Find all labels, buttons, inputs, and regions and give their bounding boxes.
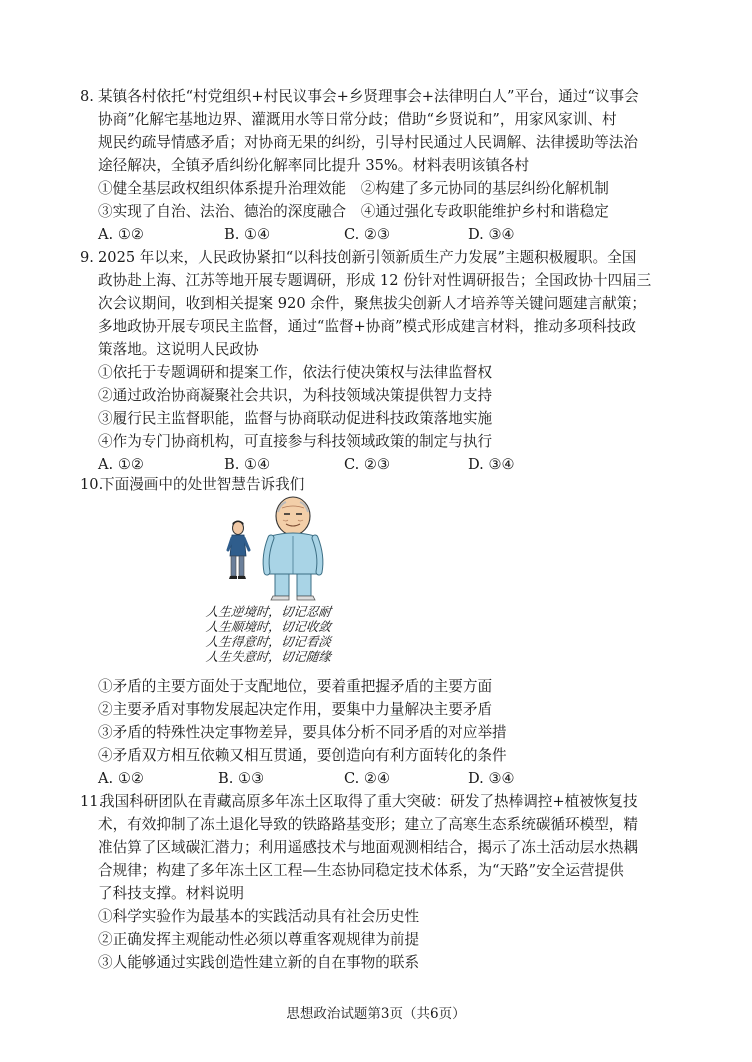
option-c: C. ②④ — [344, 770, 391, 787]
option-b: B. ①④ — [224, 226, 271, 243]
question-number: 9. — [80, 249, 94, 266]
question-stem-line: 术，有效抑制了冻土退化导致的铁路路基变形；建立了高寒生态系统碳循环模型，精 — [98, 816, 638, 833]
cartoon-illustration — [196, 494, 346, 670]
cartoon-caption-line: 人生顺境时，切记收敛 — [205, 619, 332, 634]
question-stem-line: 策落地。这说明人民政协 — [98, 341, 259, 358]
statement-item: ②通过政治协商凝聚社会共识，为科技领域决策提供智力支持 — [98, 387, 493, 404]
question-number: 8. — [80, 88, 94, 105]
statement-item: ②正确发挥主观能动性必须以尊重客观规律为前提 — [98, 931, 420, 948]
option-c: C. ②③ — [344, 226, 391, 243]
statement-item: ①矛盾的主要方面处于支配地位，要着重把握矛盾的主要方面 — [98, 678, 493, 695]
option-a: A. ①② — [98, 226, 144, 243]
statement-item: ①健全基层政权组织体系提升治理效能 ②构建了多元协同的基层纠纷化解机制 — [98, 180, 609, 197]
question-stem-line: 下面漫画中的处世智慧告诉我们 — [100, 476, 305, 493]
option-d: D. ③④ — [468, 226, 515, 243]
option-b: B. ①④ — [224, 456, 271, 473]
small-man-figure — [228, 521, 249, 580]
question-stem-line: 政协赴上海、江苏等地开展专题调研，形成 12 份针对性调研报告；全国政协十四届三 — [98, 272, 652, 289]
option-a: A. ①② — [98, 770, 144, 787]
statement-item: ①科学实验作为最基本的实践活动具有社会历史性 — [98, 908, 420, 925]
statement-item: ①依托于专题调研和提案工作，依法行使决策权与法律监督权 — [98, 364, 493, 381]
question-stem-line: 2025 年以来，人民政协紧扣“以科技创新引领新质生产力发展”主题积极履职。全国 — [98, 249, 637, 266]
question-stem-line: 途径解决，全镇矛盾纠纷化解率同比提升 35%。材料表明该镇各村 — [98, 157, 530, 174]
question-stem-line: 规民约疏导情感矛盾；对协商无果的纠纷，引导村民通过人民调解、法律援助等法治 — [98, 134, 638, 151]
statement-item: ③人能够通过实践创造性建立新的自在事物的联系 — [98, 954, 420, 971]
question-stem-line: 我国科研团队在青藏高原多年冻土区取得了重大突破：研发了热棒调控+植被恢复技 — [100, 793, 638, 810]
option-d: D. ③④ — [468, 770, 515, 787]
statement-item: ④矛盾双方相互依赖又相互贯通，要创造向有利方面转化的条件 — [98, 747, 507, 764]
statement-item: ③矛盾的特殊性决定事物差异，要具体分析不同矛盾的对应举措 — [98, 724, 507, 741]
cartoon-caption-line: 人生得意时，切记看淡 — [205, 634, 332, 649]
option-c: C. ②③ — [344, 456, 391, 473]
cartoon-figures — [196, 494, 346, 602]
cartoon-caption-line: 人生失意时，切记随缘 — [205, 649, 332, 664]
option-b: B. ①③ — [218, 770, 265, 787]
statement-item: ②主要矛盾对事物发展起决定作用，要集中力量解决主要矛盾 — [98, 701, 493, 718]
question-stem-line: 准估算了区域碳汇潜力；利用遥感技术与地面观测相结合，揭示了冻土活动层水热耦 — [98, 839, 638, 856]
statement-item: ③履行民主监督职能，监督与协商联动促进科技政策落地实施 — [98, 410, 493, 427]
page-footer: 思想政治试题第3页（共6页） — [286, 1006, 466, 1022]
option-d: D. ③④ — [468, 456, 515, 473]
old-man-figure — [266, 497, 320, 600]
question-number: 10. — [80, 476, 104, 493]
question-stem-line: 了科技支撑。材料说明 — [98, 885, 244, 902]
question-stem-line: 次会议期间，收到相关提案 920 余件，聚焦拔尖创新人才培养等关键问题建言献策； — [98, 295, 646, 312]
question-stem-line: 多地政协开展专项民主监督，通过“监督+协商”模式形成建言材料，推动多项科技政 — [98, 318, 636, 335]
statement-item: ④作为专门协商机构，可直接参与科技领域政策的制定与执行 — [98, 433, 493, 450]
question-stem-line: 某镇各村依托“村党组织+村民议事会+乡贤理事会+法律明白人”平台，通过“议事会 — [98, 88, 639, 105]
question-stem-line: 合规律；构建了多年冻土区工程—生态协同稳定技术体系，为“天路”安全运营提供 — [98, 862, 624, 879]
question-stem-line: 协商”化解宅基地边界、灌溉用水等日常分歧；借助“乡贤说和”，用家风家训、村 — [98, 111, 617, 128]
option-a: A. ①② — [98, 456, 144, 473]
question-number: 11. — [80, 793, 104, 810]
statement-item: ③实现了自治、法治、德治的深度融合 ④通过强化专政职能维护乡村和谐稳定 — [98, 203, 609, 220]
cartoon-caption-line: 人生逆境时，切记忍耐 — [205, 604, 332, 619]
